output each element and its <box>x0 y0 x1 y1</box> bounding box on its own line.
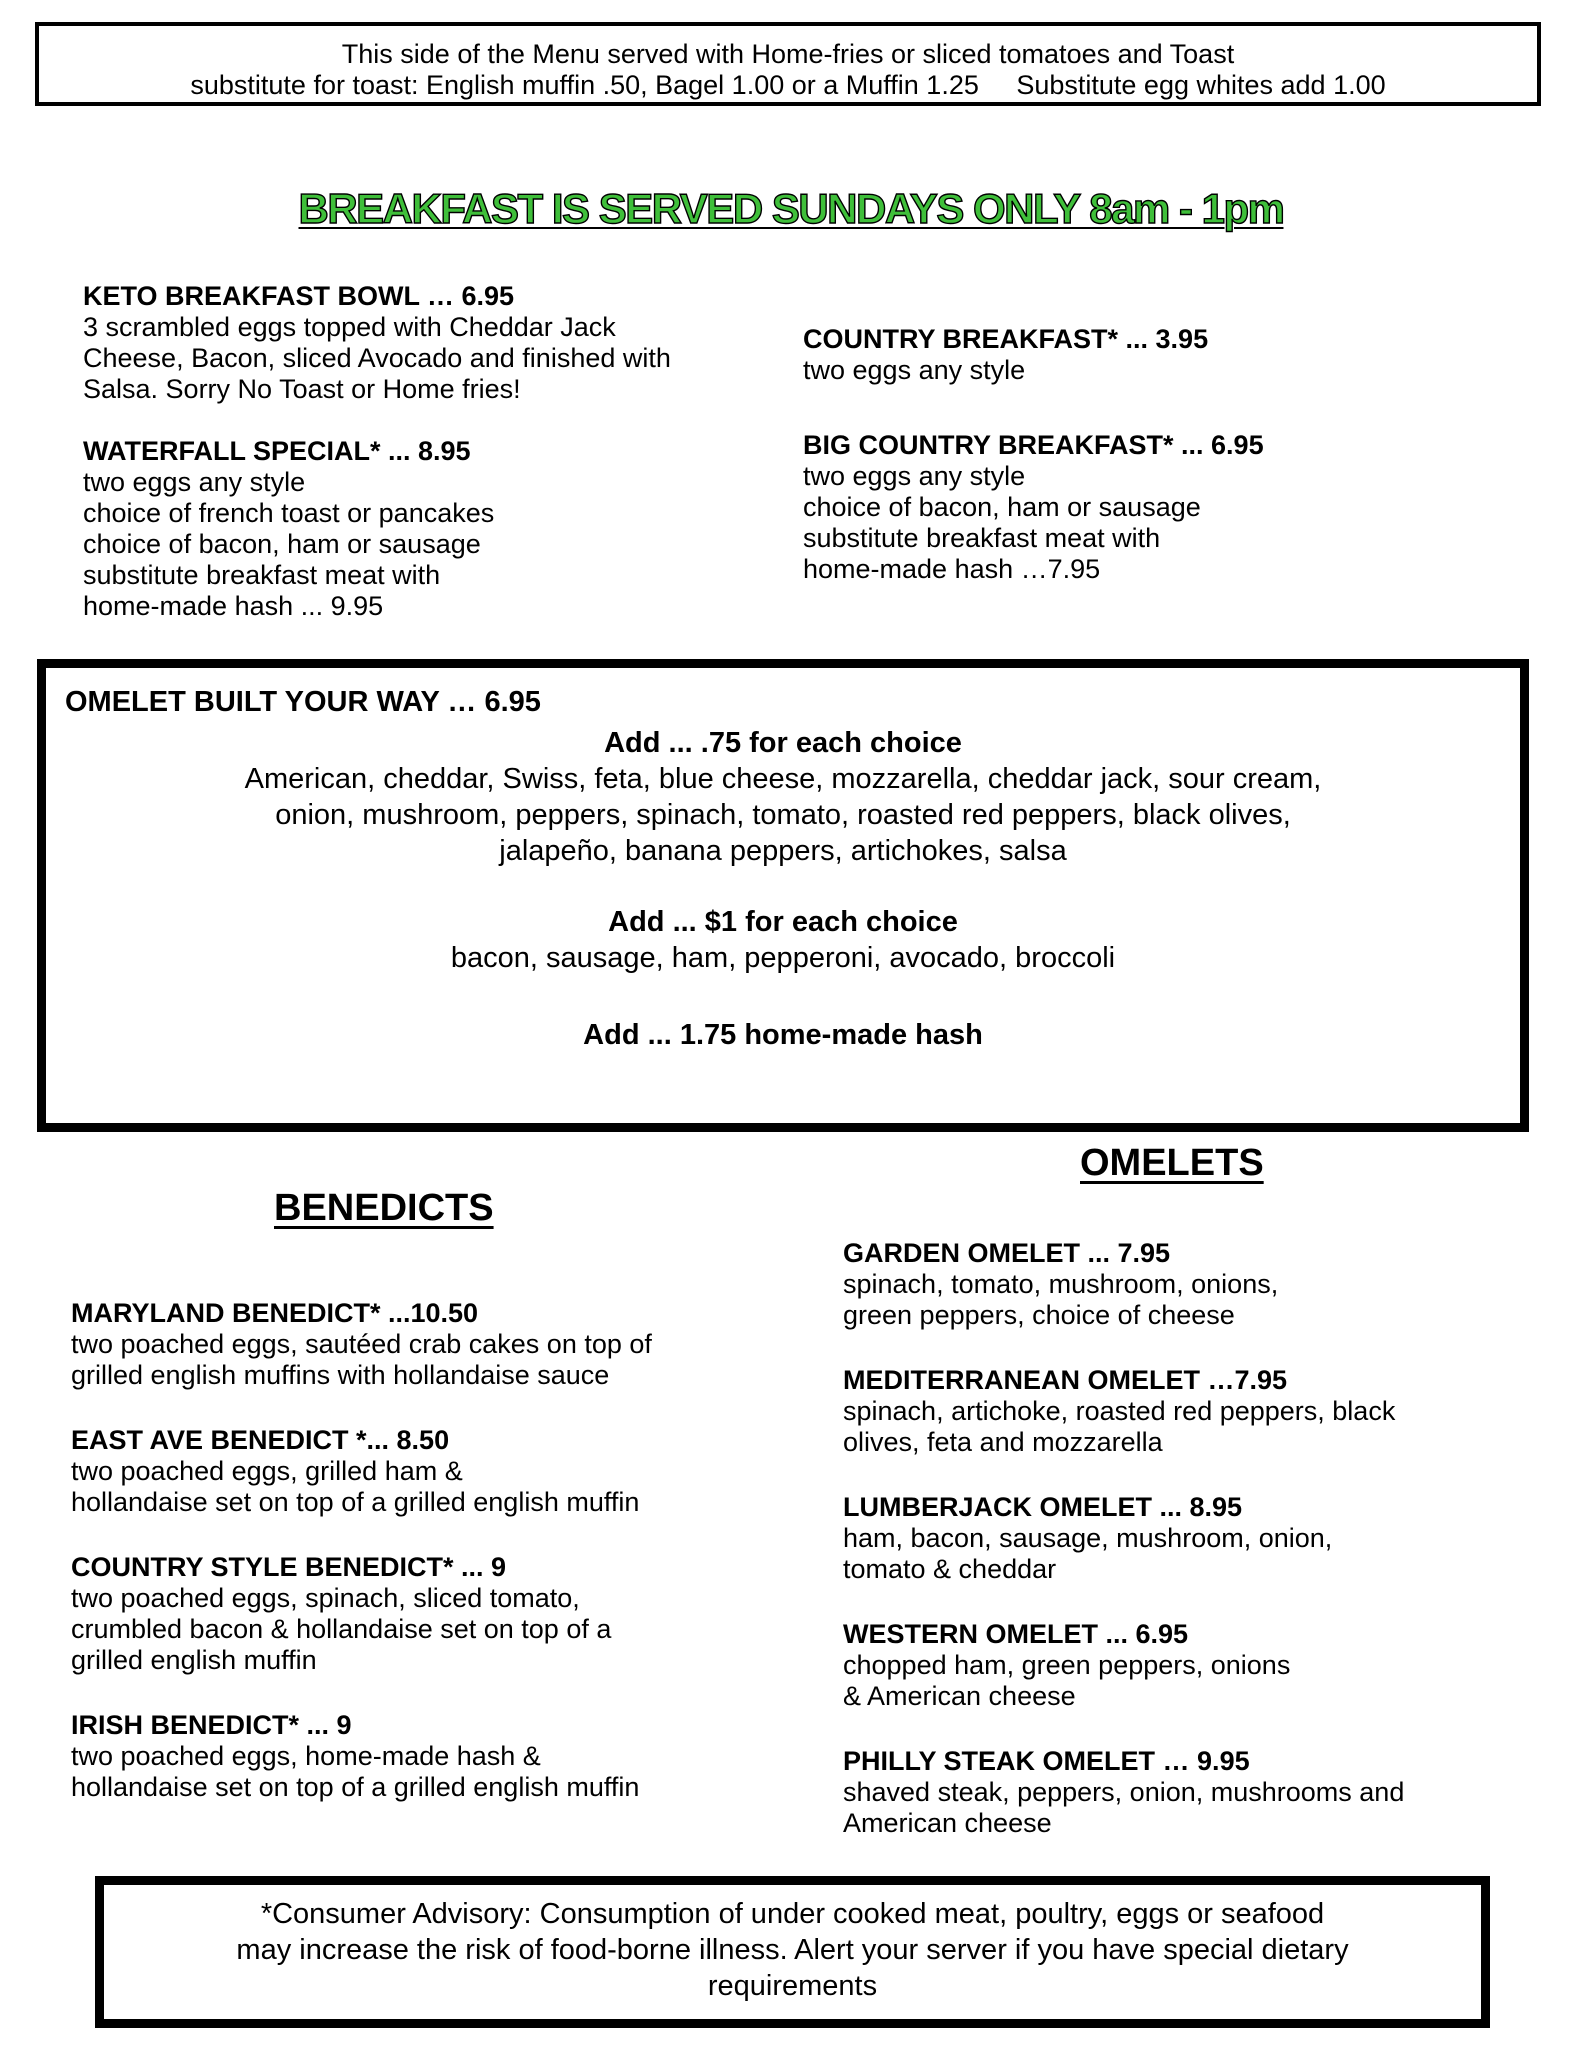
item-title: PHILLY STEAK OMELET … 9.95 <box>843 1746 1250 1776</box>
builder-group-heading: Add ... $1 for each choice <box>608 906 958 938</box>
advisory-line-2: may increase the risk of food-borne illness. Alert your server if you have special dietary <box>236 1934 1349 1966</box>
item-desc-line: choice of bacon, ham or sausage <box>803 492 1201 522</box>
item-desc-line: choice of bacon, ham or sausage <box>83 529 481 559</box>
builder-group-75 <box>46 725 1520 869</box>
menu-item-philly-steak-omelet <box>843 1746 1543 1839</box>
item-desc-line: substitute breakfast meat with <box>803 523 1161 553</box>
item-title: MARYLAND BENEDICT* ...10.50 <box>71 1298 479 1328</box>
menu-item-waterfall-special <box>83 436 783 622</box>
menu-item-mediterranean-omelet <box>843 1365 1543 1458</box>
menu-item-lumberjack-omelet <box>843 1492 1543 1585</box>
item-desc-line: substitute breakfast meat with <box>83 560 441 590</box>
item-desc-line: Salsa. Sorry No Toast or Home fries! <box>83 374 521 404</box>
item-desc-line: crumbled bacon & hollandaise set on top of a <box>71 1614 612 1644</box>
item-title: MEDITERRANEAN OMELET …7.95 <box>843 1365 1288 1395</box>
item-desc-line: chopped ham, green peppers, onions <box>843 1650 1291 1680</box>
item-desc-line: Cheese, Bacon, sliced Avocado and finished with <box>83 343 671 373</box>
item-desc-line: two poached eggs, sautéed crab cakes on top of <box>71 1329 652 1359</box>
builder-group-hash <box>46 1017 1520 1053</box>
item-desc-line: grilled english muffins with hollandaise sauce <box>71 1360 610 1390</box>
item-desc-line: hollandaise set on top of a grilled english muffin <box>71 1772 640 1802</box>
item-desc-line: olives, feta and mozzarella <box>843 1427 1163 1457</box>
advisory-line-1: *Consumer Advisory: Consumption of under cooked meat, poultry, eggs or seafood <box>260 1898 1325 1930</box>
item-desc-line: spinach, tomato, mushroom, onions, <box>843 1269 1279 1299</box>
omelets-column <box>843 1238 1543 1839</box>
item-title: GARDEN OMELET ... 7.95 <box>843 1238 1171 1268</box>
menu-item-maryland-benedict <box>71 1298 811 1391</box>
menu-item-garden-omelet <box>843 1238 1543 1331</box>
menu-item-western-omelet <box>843 1619 1543 1712</box>
builder-group-heading: Add ... .75 for each choice <box>604 727 962 759</box>
item-title: WATERFALL SPECIAL* ... 8.95 <box>83 436 471 466</box>
builder-group-heading: Add ... 1.75 home-made hash <box>583 1019 983 1051</box>
advisory-line-3: requirements <box>707 1970 878 2002</box>
menu-item-big-country-breakfast <box>803 430 1523 585</box>
item-desc-line: two poached eggs, spinach, sliced tomato, <box>71 1583 580 1613</box>
item-title: COUNTRY BREAKFAST* ... 3.95 <box>803 324 1209 354</box>
item-desc-line: shaved steak, peppers, onion, mushrooms and <box>843 1777 1405 1807</box>
breakfast-hours-headline: BREAKFAST IS SERVED SUNDAYS ONLY 8am - 1pm <box>298 185 1284 232</box>
benedicts-heading: BENEDICTS <box>274 1187 494 1229</box>
breakfast-right-column <box>803 324 1523 585</box>
menu-item-irish-benedict <box>71 1710 811 1803</box>
item-title: LUMBERJACK OMELET ... 8.95 <box>843 1492 1243 1522</box>
item-desc-line: American cheese <box>843 1808 1052 1838</box>
item-desc-line: 3 scrambled eggs topped with Cheddar Jack <box>83 312 616 342</box>
item-title: KETO BREAKFAST BOWL … 6.95 <box>83 281 515 311</box>
item-desc-line: hollandaise set on top of a grilled english muffin <box>71 1487 640 1517</box>
menu-item-country-breakfast <box>803 324 1523 386</box>
item-desc-line: green peppers, choice of cheese <box>843 1300 1235 1330</box>
item-desc-line: tomato & cheddar <box>843 1554 1057 1584</box>
item-desc-line: two eggs any style <box>803 461 1026 491</box>
item-desc-line: two eggs any style <box>803 355 1026 385</box>
menu-item-east-ave-benedict <box>71 1425 811 1518</box>
item-desc-line: two poached eggs, home-made hash & <box>71 1741 541 1771</box>
benedicts-column <box>71 1298 811 1803</box>
item-title: WESTERN OMELET ... 6.95 <box>843 1619 1189 1649</box>
item-title: BIG COUNTRY BREAKFAST* ... 6.95 <box>803 430 1264 460</box>
item-title: COUNTRY STYLE BENEDICT* ... 9 <box>71 1552 507 1582</box>
item-title: IRISH BENEDICT* ... 9 <box>71 1710 352 1740</box>
item-desc-line: two eggs any style <box>83 467 306 497</box>
notice-line-2: substitute for toast: English muffin .50, Bagel 1.00 or a Muffin 1.25 Substitute egg whites add 1.00 <box>190 70 1386 100</box>
builder-options-line: jalapeño, banana peppers, artichokes, salsa <box>499 835 1067 867</box>
item-desc-line: choice of french toast or pancakes <box>83 498 495 528</box>
item-desc-line: ham, bacon, sausage, mushroom, onion, <box>843 1523 1333 1553</box>
menu-item-keto-bowl <box>83 281 783 405</box>
item-desc-line: home-made hash ... 9.95 <box>83 591 384 621</box>
omelet-builder-title: OMELET BUILT YOUR WAY … 6.95 <box>65 686 541 718</box>
menu-item-country-style-benedict <box>71 1552 811 1676</box>
item-desc-line: two poached eggs, grilled ham & <box>71 1456 463 1486</box>
item-desc-line: & American cheese <box>843 1681 1076 1711</box>
omelet-builder-box <box>37 659 1529 1132</box>
notice-line-1: This side of the Menu served with Home-fries or sliced tomatoes and Toast <box>341 39 1235 69</box>
builder-options-line: American, cheddar, Swiss, feta, blue cheese, mozzarella, cheddar jack, sour cream, <box>244 763 1322 795</box>
builder-group-1-dollar <box>46 904 1520 976</box>
builder-options-line: onion, mushroom, peppers, spinach, tomato, roasted red peppers, black olives, <box>275 799 1291 831</box>
served-with-notice-box <box>35 22 1541 106</box>
breakfast-left-column <box>83 281 783 622</box>
item-title: EAST AVE BENEDICT *... 8.50 <box>71 1425 450 1455</box>
consumer-advisory-box <box>95 1876 1490 2028</box>
item-desc-line: spinach, artichoke, roasted red peppers, black <box>843 1396 1396 1426</box>
builder-options-line: bacon, sausage, ham, pepperoni, avocado, broccoli <box>450 942 1116 974</box>
item-desc-line: home-made hash …7.95 <box>803 554 1101 584</box>
item-desc-line: grilled english muffin <box>71 1645 317 1675</box>
omelets-heading: OMELETS <box>1080 1142 1264 1184</box>
